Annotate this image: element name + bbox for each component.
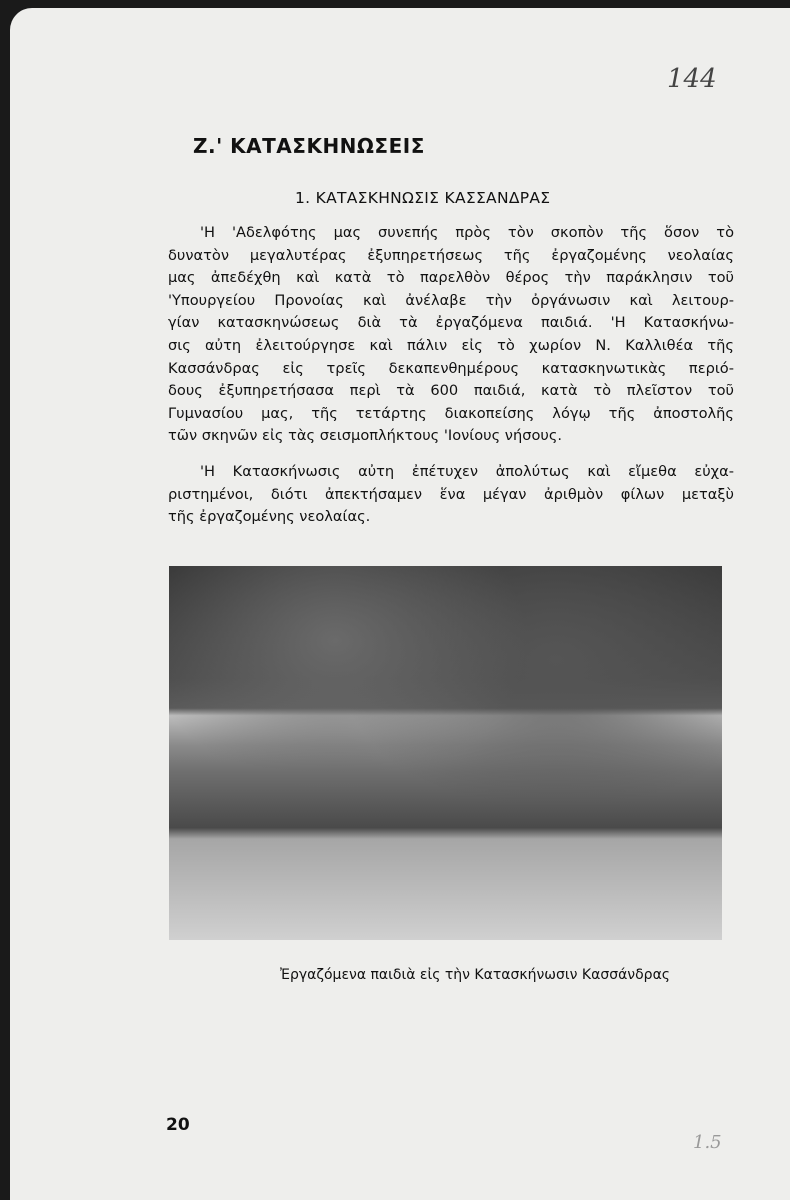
text-line: γίαν κατασκηνώσεως διὰ τὰ ἐργαζόμενα παιδιά. 'Η Κατασκήνω- [168,314,734,332]
section-title: 1. ΚΑΤΑΣΚΗΝΩΣΙΣ ΚΑΣΣΑΝΔΡΑΣ [295,189,551,207]
text-line: δυνατὸν μεγαλυτέρας ἐξυπηρετήσεως τῆς ἐργαζομένης νεολαίας [168,246,734,264]
group-photo [169,566,722,940]
paragraph-1 [168,222,734,448]
text-line: Γυμνασίου μας, τῆς τετάρτης διακοπείσης λόγῳ τῆς ἀποστολῆς [168,404,734,422]
text-line: μας ἀπεδέχθη καὶ κατὰ τὸ παρελθὸν θέρος τὴν παράκλησιν τοῦ [168,269,734,287]
text-line: 'Η Κατασκήνωσις αὐτη ἐπέτυχεν ἀπολύτως καὶ εἴμεθα εὐχα- [200,463,734,480]
text-line: τῶν σκηνῶν εἰς τὰς σεισμοπλήκτους 'Ιονίους νήσους. [168,427,563,445]
text-line: Κασσάνδρας εἰς τρεῖς δεκαπενθημέρους κατασκηνωτικὰς περιό- [168,359,734,377]
text-line: 'Η 'Αδελφότης μας συνεπής πρὸς τὸν σκοπὸν τῆς ὅσον τὸ [200,224,734,241]
page-number: 20 [166,1115,190,1135]
text-line: τῆς ἐργαζομένης νεολαίας. [168,508,371,526]
photo-caption: Ἐργαζόμενα παιδιὰ εἰς τὴν Κατασκήνωσιν Κασσάνδρας [280,967,671,983]
chapter-title: Ζ.' ΚΑΤΑΣΚΗΝΩΣΕΙΣ [193,134,425,158]
text-line: 'Υπουργείου Προνοίας καὶ ἀνέλαβε τὴν ὀργάνωσιν καὶ λειτουρ- [168,291,734,309]
handwritten-bottom-annotation: 1.5 [693,1132,722,1153]
document-page [10,8,790,1200]
paragraph-2 [168,461,734,529]
text-line: δους ἐξυπηρετήσασα περὶ τὰ 600 παιδιά, κατὰ τὸ πλεῖστον τοῦ [168,382,734,400]
text-line: ριστημένοι, διότι ἀπεκτήσαμεν ἕνα μέγαν ἀριθμὸν φίλων μεταξὺ [168,485,734,503]
handwritten-page-annotation: 144 [667,64,717,94]
text-line: σις αὐτη ἐλειτούργησε καὶ πάλιν εἰς τὸ χωρίον Ν. Καλλιθέα τῆς [168,336,734,354]
